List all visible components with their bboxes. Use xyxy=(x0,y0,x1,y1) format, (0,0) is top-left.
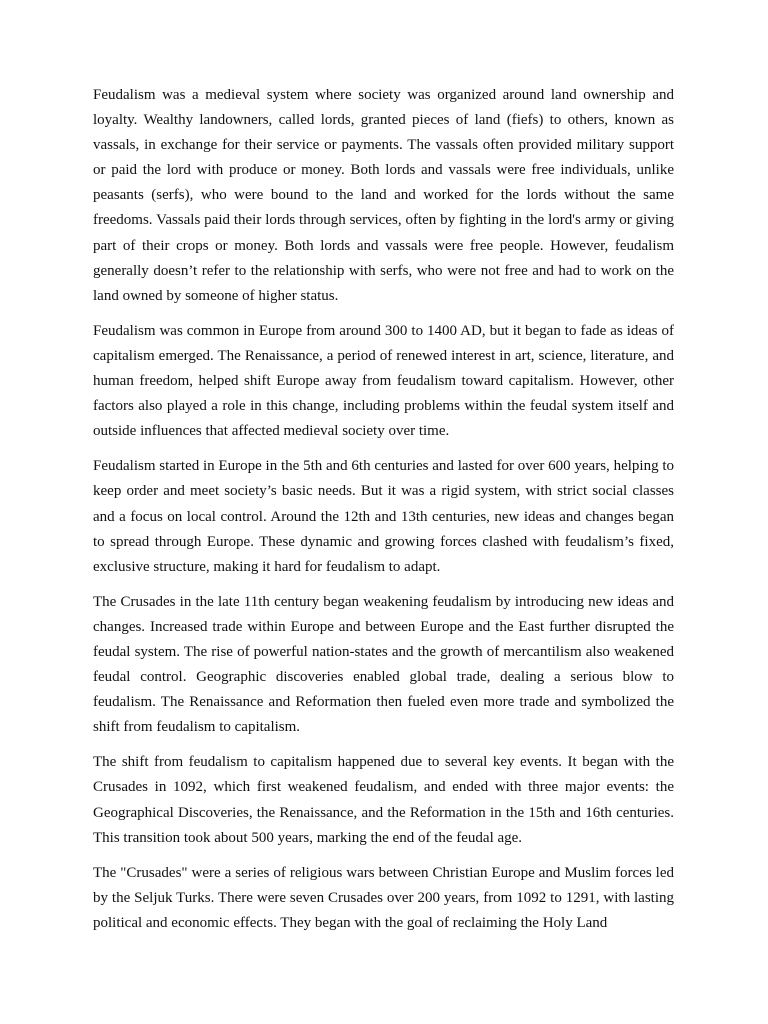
paragraph-feudalism-decline: Feudalism was common in Europe from around 300 to 1400 AD, but it began to fade as ideas of capitalism emerged. The Renaissance, a period of renewed interest in art, science, literature, and human freedom, helped shift Europe away from feudalism toward capitalism. However, other factors also played a role in this change, including problems within the feudal system itself and outside influences that affected medieval society over time. xyxy=(93,322,674,440)
paragraph-crusades-definition: The "Crusades" were a series of religious wars between Christian Europe and Muslim forces led by the Seljuk Turks. There were seven Crusades over 200 years, from 1092 to 1291, with lasting political and economic effects. They began with the goal of reclaiming the Holy Land xyxy=(93,864,674,931)
paragraph-crusades-impact: The Crusades in the late 11th century began weakening feudalism by introducing new ideas and changes. Increased trade within Europe and between Europe and the East further disrupted the feudal system. The rise of powerful nation-states and the growth of mercantilism also weakened feudal control. Geographic discoveries enabled global trade, dealing a serious blow to feudalism. The Renaissance and Reformation then fueled even more trade and symbolized the shift from feudalism to capitalism. xyxy=(93,593,674,736)
paragraph-feudalism-definition: Feudalism was a medieval system where society was organized around land ownership and loyalty. Wealthy landowners, called lords, granted pieces of land (fiefs) to others, known as vassals, in exchange for their service or payments. The vassals often provided military support or paid the lord with produce or money. Both lords and vassals were free individuals, unlike peasants (serfs), who were bound to the land and worked for the lords without the same freedoms. Vassals paid their lords through services, often by fighting in the lord's army or giving part of their crops or money. Both lords and vassals were free people. However, feudalism generally doesn’t refer to the relationship with serfs, who were not free and had to work on the land owned by someone of higher status. xyxy=(93,87,674,304)
paragraph-feudalism-origins: Feudalism started in Europe in the 5th and 6th centuries and lasted for over 600 years, helping to keep order and meet society’s basic needs. But it was a rigid system, with strict social classes and a focus on local control. Around the 12th and 13th centuries, new ideas and changes began to spread through Europe. These dynamic and growing forces clashed with feudalism’s fixed, exclusive structure, making it hard for feudalism to adapt. xyxy=(93,458,674,575)
paragraph-transition-to-capitalism: The shift from feudalism to capitalism happened due to several key events. It began with the Crusades in 1092, which first weakened feudalism, and ended with three major events: the Geographical Discoveries, the Renaissance, and the Reformation in the 15th and 16th centuries. This transition took about 500 years, marking the end of the feudal age. xyxy=(93,754,674,846)
document-page xyxy=(93,83,674,946)
